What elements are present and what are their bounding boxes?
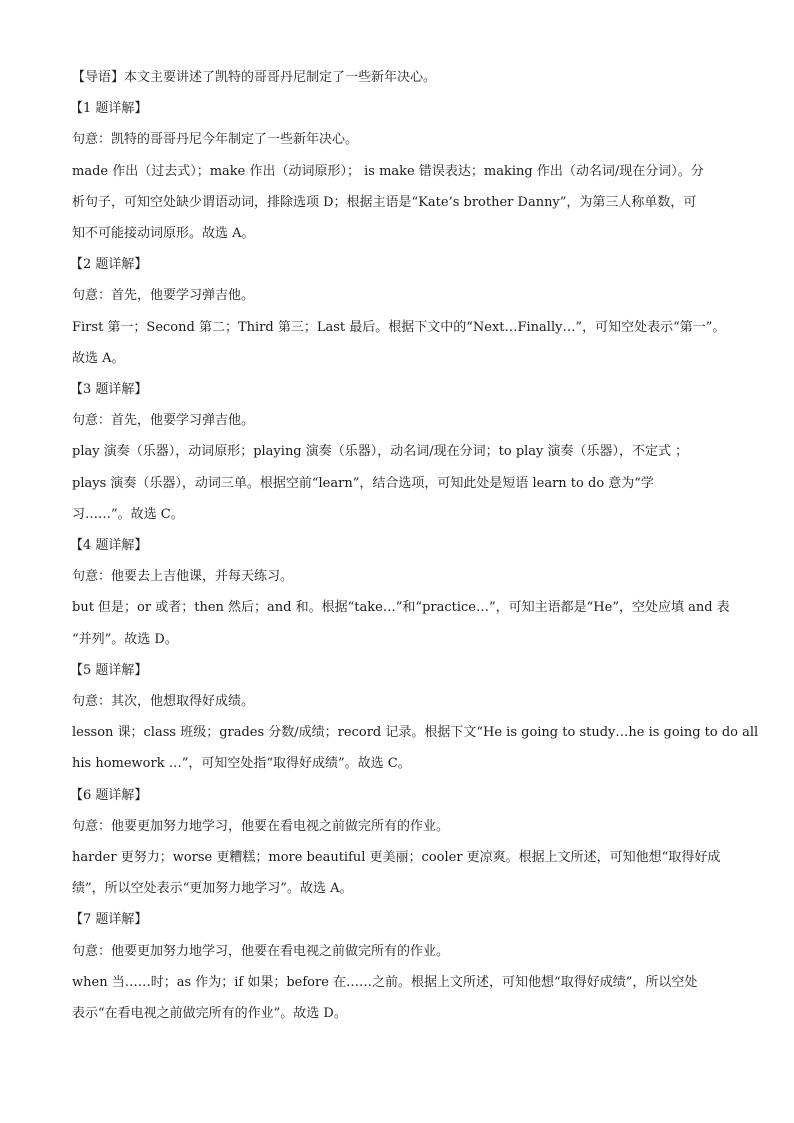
section-line: plays 演奏（乐器），动词三单。根据空前“learn”，结合选项，可知此处是短语 learn to do 意为“学 <box>72 475 654 491</box>
section-line: 知不可能接动词原形。故选 A。 <box>72 226 255 242</box>
document-page <box>70 62 759 1029</box>
section-line: 句意：凯特的哥哥丹尼今年制定了一些新年决心。 <box>72 132 359 148</box>
intro-text: 【导语】本文主要讲述了凯特的哥哥丹尼制定了一些新年决心。 <box>72 70 437 85</box>
section-4 <box>70 530 730 655</box>
section-line: 句意：他要更加努力地学习，他要在看电视之前做完所有的作业。 <box>72 943 450 959</box>
section-header: 【2 题详解】 <box>70 257 148 273</box>
section-7 <box>72 904 724 1029</box>
section-line: 析句子，可知空处缺少谓语动词，排除选项 D；根据主语是“Kate’s brother Danny”，为第三人称单数，可 <box>72 194 697 210</box>
section-1 <box>72 93 724 249</box>
section-header: 【4 题详解】 <box>70 538 148 554</box>
section-header: 【7 题详解】 <box>70 912 148 928</box>
section-line: 表示“在看电视之前做完所有的作业”。故选 D。 <box>72 1006 347 1022</box>
section-line: lesson 课；class 班级；grades 分数/成绩；record 记录。根据下文“He is going to study…he is going to do all <box>72 725 759 741</box>
section-header: 【6 题详解】 <box>70 787 148 803</box>
section-line: 习……”。故选 C。 <box>72 506 184 522</box>
section-3 <box>72 374 724 530</box>
section-line: First 第一；Second 第二；Third 第三；Last 最后。根据下文中的“Next…Finally…”，可知空处表示“第一”。 <box>72 319 726 335</box>
section-line: 故选 A。 <box>72 350 125 366</box>
section-line: play 演奏（乐器），动词原形；playing 演奏（乐器），动名词/现在分词；to play 演奏（乐器），不定式 ； <box>72 444 689 460</box>
section-header: 【5 题详解】 <box>70 662 148 678</box>
section-6 <box>72 780 724 905</box>
section-line: 句意：其次，他想取得好成绩。 <box>72 694 255 710</box>
section-line: his homework …”，可知空处指“取得好成绩”。故选 C。 <box>72 756 411 772</box>
section-line: “并列”。故选 D。 <box>72 631 178 647</box>
section-line: 句意：他要去上吉他课，并每天练习。 <box>72 569 294 585</box>
section-line: 句意：首先，他要学习弹吉他。 <box>72 288 255 304</box>
section-header: 【1 题详解】 <box>70 101 148 117</box>
section-line: harder 更努力；worse 更糟糕；more beautiful 更美丽；cooler 更凉爽。根据上文所述，可知他想“取得好成 <box>72 850 721 866</box>
section-line: made 作出（过去式）；make 作出（动词原形）； is make 错误表达；making 作出（动名词/现在分词）。分 <box>72 163 704 179</box>
section-line: 句意：首先，他要学习弹吉他。 <box>72 413 255 429</box>
section-line: 绩”，所以空处表示“更加努力地学习”。故选 A。 <box>72 881 353 897</box>
section-line: when 当……时；as 作为；if 如果；before 在……之前。根据上文所述，可知他想“取得好成绩”，所以空处 <box>72 974 698 990</box>
section-line: 句意：他要更加努力地学习，他要在看电视之前做完所有的作业。 <box>72 818 450 834</box>
section-2 <box>72 249 724 374</box>
section-5 <box>70 655 759 780</box>
section-line: but 但是；or 或者；then 然后；and 和。根据“take…”和“practice…”，可知主语都是“He”，空处应填 and 表 <box>72 600 730 616</box>
section-header: 【3 题详解】 <box>70 382 148 398</box>
